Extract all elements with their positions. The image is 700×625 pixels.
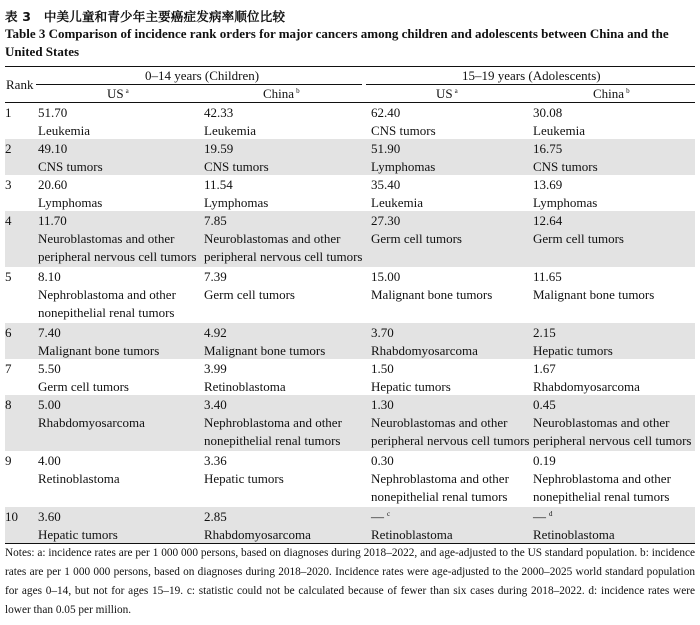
cancer-type-line2: nonepithelial renal tumors	[38, 305, 175, 320]
rate-value: 0.45	[533, 397, 556, 412]
rate-value: 3.60	[38, 509, 61, 524]
footnote-marker: c	[387, 509, 391, 518]
rate-value: 3.70	[371, 325, 394, 340]
cancer-type-line2: peripheral nervous cell tumors	[533, 433, 692, 448]
top-rule	[5, 66, 695, 67]
rate-value: 19.59	[204, 141, 234, 156]
rank-cell: 6	[5, 325, 12, 340]
cancer-type-line2: nonepithelial renal tumors	[533, 489, 670, 504]
cancer-type: Hepatic tumors	[371, 379, 451, 394]
rate-value: 7.39	[204, 269, 227, 284]
rate-value: 7.40	[38, 325, 61, 340]
cancer-type: CNS tumors	[371, 123, 436, 138]
rank-cell: 10	[5, 509, 18, 524]
rate-value: 1.67	[533, 361, 556, 376]
table-row	[5, 451, 695, 507]
header-children-china: China $^b$	[263, 86, 300, 101]
cancer-type: Germ cell tumors	[371, 231, 462, 246]
rate-value: 2.85	[204, 509, 227, 524]
rate-value: 2.15	[533, 325, 556, 340]
cancer-type: Leukemia	[371, 195, 423, 210]
rate-value: 16.75	[533, 141, 563, 156]
cancer-type: Neuroblastomas and other	[38, 231, 175, 246]
rate-value: 8.10	[38, 269, 61, 284]
cancer-type: Neuroblastomas and other	[371, 415, 508, 430]
rate-value: 30.08	[533, 105, 563, 120]
cancer-type: Retinoblastoma	[38, 471, 120, 486]
rate-value: 42.33	[204, 105, 234, 120]
rate-value: 51.70	[38, 105, 68, 120]
rate-value: 7.85	[204, 213, 227, 228]
cancer-type: Neuroblastomas and other	[204, 231, 341, 246]
rate-value: 20.60	[38, 177, 68, 192]
header-rank: Rank	[6, 77, 34, 92]
cancer-type: CNS tumors	[204, 159, 269, 174]
table-row	[5, 175, 695, 211]
cancer-type: Leukemia	[204, 123, 256, 138]
rate-value: 5.50	[38, 361, 61, 376]
adolescents-group-rule	[366, 84, 695, 85]
table-row	[5, 211, 695, 267]
children-group-rule	[36, 84, 362, 85]
rank-cell: 4	[5, 213, 12, 228]
header-children-us: US $^a$	[107, 86, 129, 101]
rate-value: 11.70	[38, 213, 67, 228]
cancer-type: Nephroblastoma and other	[204, 415, 342, 430]
table-row	[5, 267, 695, 323]
table-row	[5, 103, 695, 139]
cancer-type: Malignant bone tumors	[204, 343, 326, 358]
table-title-en: Table 3 Comparison of incidence rank orders for major cancers among children and adolescents between China and the United States	[5, 26, 669, 59]
rate-value: — $^c$	[371, 509, 391, 524]
cancer-type: Hepatic tumors	[204, 471, 284, 486]
rate-value: 11.54	[204, 177, 233, 192]
rate-value: 27.30	[371, 213, 401, 228]
rate-value: 4.92	[204, 325, 227, 340]
cancer-type: Germ cell tumors	[204, 287, 295, 302]
rate-value: — $^d$	[533, 509, 553, 524]
table-row	[5, 359, 695, 395]
rank-cell: 8	[5, 397, 12, 412]
cancer-type: Lymphomas	[38, 195, 103, 210]
cancer-type: Lymphomas	[204, 195, 269, 210]
rate-value: 11.65	[533, 269, 562, 284]
cancer-type-line2: nonepithelial renal tumors	[371, 489, 508, 504]
cancer-type: Rhabdomyosarcoma	[371, 343, 478, 358]
cancer-type: Rhabdomyosarcoma	[533, 379, 640, 394]
cancer-type: Rhabdomyosarcoma	[204, 527, 311, 542]
cancer-type: Lymphomas	[533, 195, 598, 210]
footnote-marker: d	[549, 509, 553, 518]
cancer-type: Rhabdomyosarcoma	[38, 415, 145, 430]
cancer-type: Leukemia	[38, 123, 90, 138]
rate-value: 13.69	[533, 177, 563, 192]
cancer-type: Germ cell tumors	[38, 379, 129, 394]
header-adolescents-us: US $^a$	[436, 86, 458, 101]
table-row	[5, 507, 695, 543]
table-row	[5, 323, 695, 359]
cancer-type: Retinoblastoma	[204, 379, 286, 394]
rate-value: 15.00	[371, 269, 401, 284]
rank-cell: 9	[5, 453, 12, 468]
table-row	[5, 139, 695, 175]
rate-value: 0.19	[533, 453, 556, 468]
header-adolescents: 15–19 years (Adolescents)	[462, 68, 601, 83]
cancer-type: Hepatic tumors	[38, 527, 118, 542]
cancer-type: Neuroblastomas and other	[533, 415, 670, 430]
rank-cell: 3	[5, 177, 12, 192]
rate-value: 49.10	[38, 141, 68, 156]
rank-cell: 7	[5, 361, 12, 376]
rank-cell: 5	[5, 269, 12, 284]
rank-cell: 2	[5, 141, 12, 156]
rate-value: 0.30	[371, 453, 394, 468]
rate-value: 1.30	[371, 397, 394, 412]
rate-value: 62.40	[371, 105, 401, 120]
rate-value: 12.64	[533, 213, 563, 228]
cancer-type: Retinoblastoma	[371, 527, 453, 542]
rate-value: 5.00	[38, 397, 61, 412]
cancer-type: Lymphomas	[371, 159, 436, 174]
cancer-type: Malignant bone tumors	[38, 343, 160, 358]
cancer-type: Malignant bone tumors	[533, 287, 655, 302]
cancer-type: CNS tumors	[38, 159, 103, 174]
cancer-type-line2: peripheral nervous cell tumors	[38, 249, 197, 264]
cancer-type: Hepatic tumors	[533, 343, 613, 358]
cancer-type: Germ cell tumors	[533, 231, 624, 246]
rank-cell: 1	[5, 105, 12, 120]
cancer-type-line2: peripheral nervous cell tumors	[204, 249, 363, 264]
rate-value: 1.50	[371, 361, 394, 376]
cancer-type: Nephroblastoma and other	[38, 287, 176, 302]
cancer-type: Nephroblastoma and other	[371, 471, 509, 486]
table-title-zh: 表 3 中美儿童和青少年主要癌症发病率顺位比较	[5, 9, 286, 24]
cancer-type: Leukemia	[533, 123, 585, 138]
rate-value: 3.36	[204, 453, 227, 468]
rate-value: 3.40	[204, 397, 227, 412]
table-notes: Notes: a: incidence rates are per 1 000 000 persons, based on diagnoses during 2018–2022, and age-adjusted to the US standard population. b: incidence rates are per 1 000 000 persons, based on diagnoses during 2018–2020. Incidence rates were age-adjusted to the 2000–2025 world standard population for ages 0–14, but not for ages 15–19. c: statistic could not be calculated because of fewer than six cases during 2018–2022. d: incidence rates were lower than 0.05 per million.	[5, 547, 695, 616]
cancer-type: Retinoblastoma	[533, 527, 615, 542]
header-adolescents-china: China $^b$	[593, 86, 630, 101]
rate-value: 3.99	[204, 361, 227, 376]
table-row	[5, 395, 695, 451]
cancer-type: Malignant bone tumors	[371, 287, 493, 302]
cancer-type-line2: nonepithelial renal tumors	[204, 433, 341, 448]
rate-value: 4.00	[38, 453, 61, 468]
rate-value: 35.40	[371, 177, 401, 192]
cancer-type: CNS tumors	[533, 159, 598, 174]
cancer-type-line2: peripheral nervous cell tumors	[371, 433, 530, 448]
cancer-type: Nephroblastoma and other	[533, 471, 671, 486]
header-children: 0–14 years (Children)	[145, 68, 260, 83]
rate-value: 51.90	[371, 141, 401, 156]
